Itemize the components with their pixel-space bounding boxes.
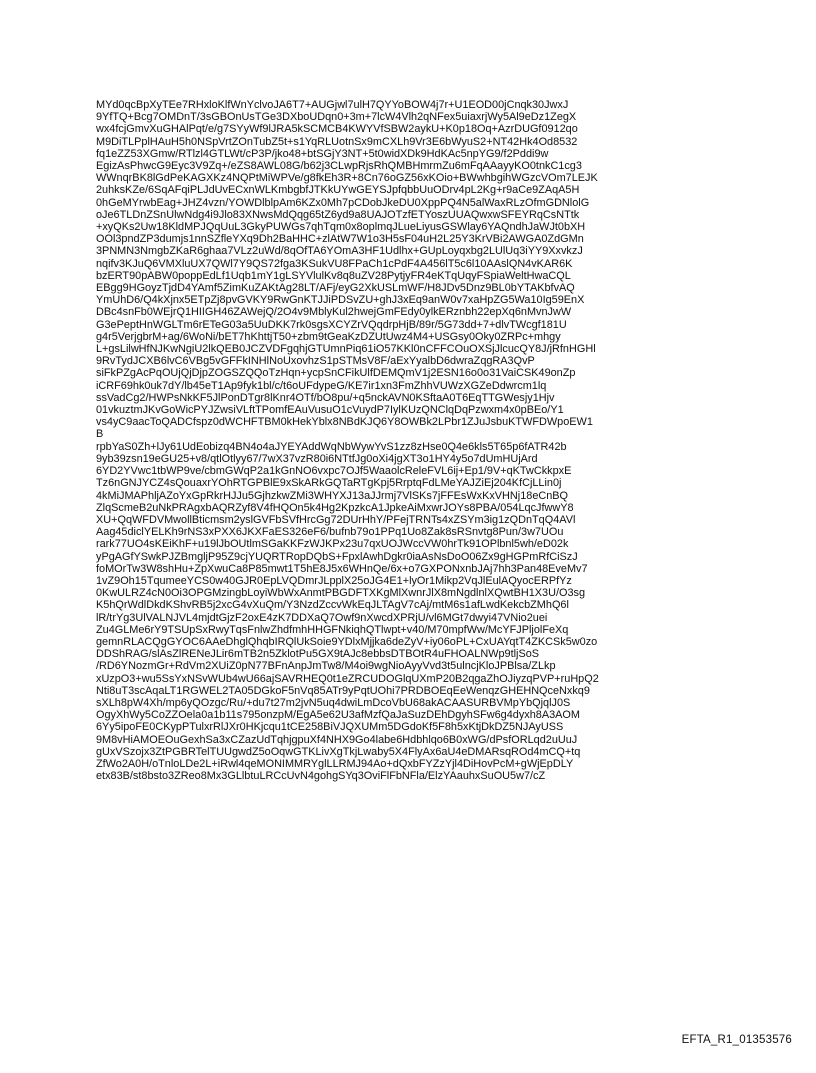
text-line: /RD6YNozmGr+RdVm2XUiZ0pN77BFnAnpJmTw8/M4oi9wgNioAyyVvd3t5ulncjKloJPBlsa/ZLkp — [96, 660, 556, 673]
text-line: MYd0qcBpXyTEe7RHxloKlfWnYclvoJA6T7+AUGjwl7ulH7QYYoBOW4j7r+U1EOD00jCnqk30JwxJ — [96, 99, 569, 111]
text-line: etx83B/st8bsto3ZReo8Mx3GLlbtuLRCcUvN4gohgSYq3OviFlFbNFla/ElzYAauhxSuOU5w7/cZ — [96, 770, 546, 783]
text-line: 6Yy5ipoFE0CKypPTulxrRlJXr0HKjcqu1tCE258BiVJQXUMm5DGdoKf5F8h5xKtjDkDZ5NJAyUSS — [96, 721, 564, 734]
text-line: M9DiTLPplHAuH5h0NSpVrtZOnTubZ5t+s1YqRLUotnSx9mCXLh9Vr3E6bWyuS2+NT42Hk4Od8532 — [96, 135, 578, 148]
text-line: yPgAGfYSwkPJZBmgljP95Z9cjYUQRTRopDQbS+FpxlAwhDgkr0iaAsNsDoO06Zx9gHGPmRfCiSzJ — [96, 550, 578, 563]
text-line: fq1eZZ53XGmw/RTlzl4GTLWt/cP3P/jko48+btSGjY3NT+5t0widXDk9HdKAc5npYG9/f2Pddi9w — [96, 147, 549, 160]
text-line: YmUhD6/Q4kXjnx5ETpZj8pvGVKY9RwGnKTJJiPDSvZU+ghJ3xEq9anW0v7xaHpZG5Wa10Ig59EnX — [96, 294, 585, 307]
text-line: ZlqScmeB2uNkPRAgxbAQRZyf8V4fHQOn5k4Hg2KpzkcA1JpkeAiMxwrJOYs8PBA/054LqcJfwwY8 — [96, 501, 574, 514]
text-line: XU+QqWFDVMwollBticmsm2yslGVFbSVfHrcGg72DUrHhY/PFejTRNTs4xZSYm3ig1zQDnTqQ4AVl — [96, 513, 576, 526]
text-line: 9yb39zsn19eGU25+v8/qtlOtlyy67/7wX37vzR80i6NTtfJg0oXi4jgXT3o1HY4y5o7dUmHUjArd — [96, 452, 538, 465]
text-line: ssVadCg2/HWPsNkKF5JlPonDTgr8lKnr4OTf/bO8pu/+q5nckAVN0KSftaA0T6EqTTGWesjy1Hjv — [96, 391, 555, 404]
text-line: DBc4snFb0WEjrQ1HIIGH46ZAWejQ/2O4v9MblyKul2hwejGmFEdy0ylkERznbh22epXq6nMvnJwW — [96, 306, 572, 319]
text-line: L+gsLilwHfNJKwNgiU2lkQEB0JCZVDFgqhjGTUmnPiq61iO57KKl0nCFFCOuOXSjJlcucQY8J/jRfnHGHl — [96, 343, 596, 356]
text-line: B — [96, 428, 104, 441]
text-line: EgizAsPhwcG9Eyc3V9Zq+/eZS8AWL08G/b62j3CLwpRjsRhQMBHmrmZu6mFqAAayyKO0tnkC1cg3 — [96, 160, 582, 173]
text-line: 9YfTQ+Bcg7OMDnT/3sGBOnUsTGe3DXboUDqn0+3m+7lcW4Vlh2qNFex5uiaxrjWy5Al9eDz1ZegX — [96, 111, 577, 124]
text-line: Nti8uT3scAqaLT1RGWEL2TA05DGkoF5nVq85ATr9yPqtUOhi7PRDBOEqEeWenqzGHEHNQceNxkq9 — [96, 684, 590, 697]
text-line: iCRF69hk0uk7dY/lb45eT1Ap9fyk1bl/c/t6oUFdypeG/KE7ir1xn3FmZhhVUWzXGZeDdwrcm1lq — [96, 379, 547, 392]
text-line: vs4yC9aacToQADCfspz0dWCHFTBM0kHekYblx8NBdKJQ6Y8OWBk2LPbr1ZJuJsbuKTWFDWpoEW1 — [96, 416, 593, 429]
text-line: +xyQKs2Uw18KldMPJQqUuL3GkyPUWGs7qhTqm0x8oplmqJLueLiyusGSWlay6YAQndhJaWJt0bXH — [96, 221, 586, 234]
text-line: 0hGeMYrwbEag+JHZ4vzn/YOWDlblpAm6KZx0Mh7pCDobJkeDU0XppPQ4N5alWaxRLzOfmGDNlolG — [96, 196, 590, 209]
text-line: 0KwULRZ4cN0Oi3OPGMzingbLoyiWbWxAnmtPBGDFTXKgMlXwnrJlX8mNgdlnlXQwtBH1X3U/O3sg — [96, 587, 586, 600]
text-line: 3PNMN3NmgbZKaR6ghaa7VLz2uWd/8qOfTA6YOmA3HF1Udlhx+GUpLoyqxbg2LUlUq3iYY9XxvkzJ — [96, 245, 583, 258]
text-line: K5hQrWdlDkdKShvRB5j2xcG4vXuQm/Y3NzdZccvWkEqJLTAgV7cAj/mtM6s1afLwdKekcbZMhQ6l — [96, 599, 569, 612]
text-line: G3ePeptHnWGLTm6rETeG03a5UuDKK7rk0sgsXCYZrVQqdrpHjB/89r/5G73dd+7+dlvTWcgf181U — [96, 318, 567, 331]
document-id-label: EFTA_R1_01353576 — [681, 1034, 792, 1046]
text-line: rark77UO4sKEiKhF+u19lJbOUtlmSGaKKFzWJKPx23u7qxUOJWccVW0hrTk91OPlbnl5wh/eD02k — [96, 538, 569, 551]
text-line: foMOrTw3W8shHu+ZpXwuCa8P85mwt1T5hE8J5x6WHnQe/6x+o7GXPONxnbJAj7hh3Pan48EveMv7 — [96, 562, 588, 575]
text-line: wx4fcjGmvXuGHAlPqt/e/g7SYyWf9lJRA5kSCMCB4KWYVfSBW2aykU+K0p18Oq+AzrDUGf0912qo — [96, 123, 578, 136]
text-line: 1vZ9Oh15TqumeeYCS0w40GJR0EpLVQDmrJLpplX25oJG4E1+lyOr1Mikp2VqJlEulAQyocERPfYz — [96, 574, 572, 587]
text-line: bzERT90pABW0poppEdLf1Uqb1mY1gLSYVlulKv8q8uZV28PytjyFR4eKTqUqyFSpiaWeltHwaCQL — [96, 269, 571, 282]
text-line: Zu4GLMe6rY9TSUpSxRwyTqsFnlwZhdfmhHHGFNkiqhQTlwpt+v40/M70mpfWw/McYFJPljolFeXq — [96, 623, 569, 636]
text-line: 6YD2YVwc1tbWP9ve/cbmGWqP2a1kGnNO6vxpc7OJf5WaaolcReleFVL6ij+Ep1/9V+qKTwCkkpxE — [96, 465, 572, 478]
text-line: ZfWo2A0H/oTnloLDe2L+iRwl4qeMONIMMRYglLLRMJ94Ao+dQxbFYZzYjl4DiHovPcM+gWjEpDLY — [96, 757, 574, 770]
text-line: WWnqrBK8lGdPeKAGXKz4NQPtMiWPVe/g8fkEh3R+8Cn76oGZ56xKOio+BWwhbgihWGzcVOm7LEJK — [96, 172, 598, 185]
text-line: Aag45diclYELKh9rNS3xPXX6JKXFaES326eF6/bufnb79o1PPq1Uo8Zak8sRSnvtg8Pun/3w7UOu — [96, 526, 564, 539]
text-line: 2uhksKZe/6SqAFqiPLJdUvECxnWLKmbgbfJTKkUYwGEYSJpfqbbUuODrv4pL2Kg+r9aCe9ZAqA5H — [96, 184, 580, 197]
text-line: sXLh8pW4Xh/mp6yQOzgc/Ru/+du7t27m2jvN5uq4dwiLmDcoVbU68akACAASURBVMpYbQjqlJ0S — [96, 696, 571, 709]
text-line: rpbYaS0Zh+lJy61UdEobizq4BN4o4aJYEYAddWqNbWywYvS1zz8zHse0Q4e6kls5T65p6fATR42b — [96, 440, 567, 453]
text-line: gemnRLACQgGYOC6AAeDhglQhqbIRQlUkSoie9YDlxMjjka6deZyV+iy06oPL+CxUAYqtT4ZKCSk5w0zo — [96, 635, 598, 648]
text-line: 9RvTydJCXB6lvC6VBg5vGFFkINHlNoUxovhzS1pSTMsV8F/aExYyalbD6dwraZqgRA3QvP — [96, 355, 535, 368]
text-line: siFkPZgAcPqOUjQjDjpZOGSZQQoTzHqn+ycpSnCFikUlfDEMQmV1j2ESN16o0o31VaiCSK49onZp — [96, 367, 576, 380]
text-line: 01vkuztmJKvGoWicPYJZwsiVLftTPomfEAuVusuO1cVuydP7IylKUzQNClqDqPzwxm4x0pBEo/Y1 — [96, 404, 564, 417]
text-line: EBgg9HGoyzTjdD4YAmf5ZimKuZAKtAg28LT/AFj/eyG2XkUSLmWF/H8JDv5Dnz9BL0bYTAKbfvAQ — [96, 282, 575, 295]
text-line: oJe6TLDnZSnUlwNdg4i9Jlo83XNwsMdQqg65tZ6yd9a8UAJOTzfETYoszUUAQwxwSFEYRqCsNTtk — [96, 208, 580, 221]
text-line: gUxVSzojx3ZtPGBRTelTUUgwdZ5oOqwGTKLivXgTkjLwaby5X4FlyAx6aU4eDMARsqROd4mCQ+tq — [96, 745, 581, 758]
text-line: OgyXhWy5CoZZOela0a1b11s795onzpM/EgA5e62U3afMzfQaJaSuzDEhDgyhSFw6g4dyxh8A3AOM — [96, 709, 580, 722]
text-line: 4kMiJMAPhljAZoYxGpRkrHJJu5GjhzkwZMi3WHYXJ13aJJrmj7VlSKs7jFFEsWxKxVHNj18eCnBQ — [96, 489, 569, 502]
text-line: 9M8vHiAMOEOuGexhSa3xCZazUdTqhjgpuXf4NHX9Go4labe6Hdbhlqo6B0xWG/dPsfORLqd2uUuJ — [96, 733, 578, 746]
encoded-text-block — [96, 99, 736, 782]
text-line: lR/trYg3UlVALNJVL4mjdtGjzF2oxE4zK7DDXaQ7Owf9nXwcdXPRjU/vl6MGt7dwyi47VNio2uei — [96, 611, 548, 624]
text-line: nqifv3KJuQ6VMXluUX7QWl7Y9QS72fga3KSukVU8FPaCh1cPdF4A456lT5c6l10AAslQN4vKAR6K — [96, 257, 573, 270]
text-line: xUzpO3+wu5SsYxNSvWUb4wU66ajSAVRHEQ0t1eZRCUDOGlqUXmP20B2qgaZhOJiyzqPVP+ruHpQ2 — [96, 672, 599, 685]
text-line: g4r5VerjgbrM+ag/6WoNi/bET7hKhttjT50+zbm9tGeaKzDZUtUwz4M4+USGsy0Oky0ZRPc+mhgy — [96, 330, 561, 343]
text-line: OOl3pndZP3dumjs1nnSZfleYXq9Dh2BaHHC+zlAtW7W1o3H5sF04uH2L25Y3KrVBi2AWGA0ZdGMn — [96, 233, 584, 246]
text-line: DDShRAG/slAsZlRENeJLir6mTB2n5ZklotPu5GX9tAJc8ebbsDTBOtR4uFHOALNWp9tljSoS — [96, 648, 540, 661]
text-line: Tz6nGNJYCZ4sQouaxrYOhRTGPBlE9xSkARkGQTaRTgKpj5RrptqFdLMeYAJZiEj204KfCjLLin0j — [96, 477, 562, 490]
